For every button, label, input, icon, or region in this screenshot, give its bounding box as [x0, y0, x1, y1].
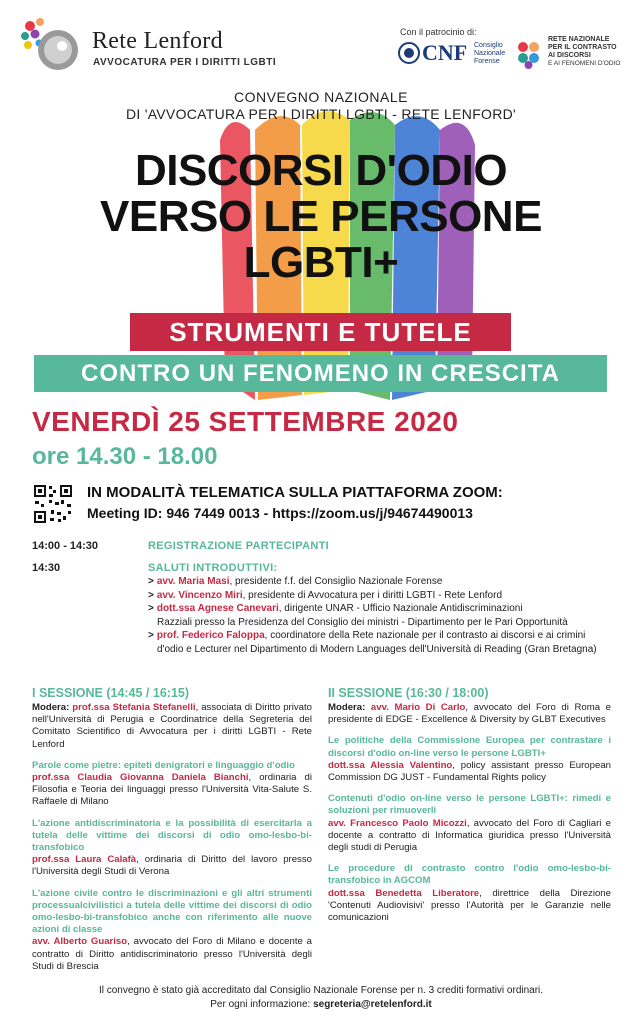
speaker-name: dott.ssa Agnese Canevari [156, 603, 279, 614]
event-time: ore 14.30 - 18.00 [32, 443, 218, 470]
meeting-id-link[interactable]: Meeting ID: 946 7449 0013 - https://zoom.us/j/94674490013 [87, 505, 473, 521]
logo-subtitle: AVVOCATURA PER I DIRITTI LGBTI [93, 57, 277, 68]
convegno-subheading: DI 'AVVOCATURA PER I DIRITTI LGBTI - RETE LENFORD' [125, 106, 517, 122]
cnf-line2: Nazionale [474, 50, 506, 57]
speaker-item: > avv. Maria Masi, presidente f.f. del Consiglio Nazionale Forense [148, 576, 443, 587]
convegno-heading: CONVEGNO NAZIONALE [234, 89, 408, 105]
rete-line3: AI DISCORSI [548, 52, 591, 59]
talk-desc: , policy assistant presso European Commission DG JUST - Fundamental Rights policy [328, 759, 611, 784]
speaker-name: avv. Maria Masi [156, 576, 230, 587]
talk-speaker: dott.ssa Alessia Valentino [328, 759, 453, 771]
session1-moderator [32, 702, 312, 751]
session2-content [328, 702, 611, 933]
cnf-logo [398, 40, 516, 66]
session1-talk [32, 888, 312, 973]
mod-label: Modera: [328, 702, 366, 713]
speaker-desc: , presidente f.f. del Consiglio Nazionale Forense [229, 576, 443, 587]
speaker-desc-cont: Razziali presso la Presidenza del Consiglio dei ministri - Dipartimento per le Pari Opportunità [157, 616, 568, 628]
talk-speaker: avv. Alberto Guariso [32, 936, 128, 948]
talk-speaker: prof.ssa Claudia Giovanna Daniela Bianchi [32, 772, 249, 784]
session2-talk [328, 793, 611, 854]
mod-name: prof.ssa Stefania Stefanelli [72, 702, 196, 713]
info-line [0, 999, 642, 1010]
session2-talk [328, 735, 611, 784]
speaker-desc: , dirigente UNAR - Ufficio Nazionale Antidiscriminazioni [278, 603, 523, 614]
mod-desc: , associata di Diritto privato nell'Università di Perugia e Coordinatrice della Segreteria del Comitato Scientifico di Avvocatura per i diritti LGBTI - Rete Lenford [32, 702, 313, 750]
rete-line4: E AI FENOMENI D'ODIO [548, 60, 621, 67]
rete-line2: PER IL CONTRASTO [548, 44, 617, 51]
main-title-line3: LGBTI+ [243, 238, 399, 287]
session1-title: I SESSIONE (14:45 / 16:15) [32, 686, 190, 700]
speaker-desc: , coordinatore della Rete nazionale per il contrasto ai discorsi e ai crimini [264, 630, 586, 641]
talk-desc: , ordinaria di Diritto del lavoro presso l'Università degli Studi di Verona [32, 854, 312, 878]
rete-line1: RETE NAZIONALE [548, 36, 610, 43]
mod-label: Modera: [32, 702, 70, 713]
talk-desc: , ordinaria di Filosofia e Teoria dei linguaggi presso l'Università Vita-Salute S. Raffaele di Milano [32, 772, 312, 808]
talk-title: Contenuti d'odio on-line verso le persone LGBTI+: rimedi e soluzioni per rimuoverli [328, 793, 611, 817]
session1-talk [32, 818, 312, 879]
banner-fenomeno: CONTRO UN FENOMENO IN CRESCITA [34, 355, 607, 392]
rete-lenford-logo-icon [18, 16, 82, 74]
session2-talk [328, 863, 611, 924]
talk-desc: , direttrice della Direzione 'Contenuti Audiovisivi' presso l'Autorità per le Garanzie nelle comunicazioni [328, 887, 611, 924]
event-date: VENERDÌ 25 SETTEMBRE 2020 [32, 406, 459, 437]
speaker-item: > avv. Vincenzo Miri, presidente di Avvocatura per i diritti LGBTI - Rete Lenford [148, 589, 503, 601]
session2-title: II SESSIONE (16:30 / 18:00) [328, 686, 489, 700]
qr-code-icon[interactable] [33, 484, 73, 524]
mod-desc: , avvocato del Foro di Roma e presidente di EDGE - Excellence & Diversity by GLBT Executives [328, 702, 611, 726]
accreditation-note: Il convegno è stato già accreditato dal Consiglio Nazionale Forense per n. 3 crediti formativi ordinari. [98, 985, 544, 996]
zoom-platform-line: IN MODALITÀ TELEMATICA SULLA PIATTAFORMA ZOOM: [87, 484, 503, 501]
speaker-item: > prof. Federico Faloppa, coordinatore della Rete nazionale per il contrasto ai discorsi e ai crimini [148, 630, 586, 641]
talk-speaker: prof.ssa Laura Calafà [32, 854, 137, 866]
intro-time: 14:30 [32, 562, 61, 574]
talk-title: Parole come pietre: epiteti denigratori e linguaggio d'odio [32, 759, 295, 771]
speaker-name: prof. Federico Faloppa [156, 630, 265, 641]
main-title-line2: VERSO LE PERSONE [100, 192, 542, 241]
mod-name: avv. Mario Di Carlo [370, 702, 466, 713]
talk-title: L'azione civile contro le discriminazioni e gli altri strumenti processualcivilistici a tutela delle vittime dei discorsi di odio omo-lesbo-bi-transfobico anche con riferimento alle nuove azioni di classe [32, 887, 312, 936]
registration-time: 14:00 - 14:30 [32, 540, 99, 552]
session2-moderator [328, 702, 611, 726]
talk-speaker: avv. Francesco Paolo Micozzi [328, 817, 467, 829]
email-link[interactable]: segreteria@retelenford.it [313, 999, 432, 1010]
cnf-emblem-icon [398, 40, 420, 66]
session1-talk [32, 760, 312, 809]
registration-title: REGISTRAZIONE PARTECIPANTI [148, 540, 329, 552]
talk-title: L'azione antidiscriminatoria e la possibilità di esercitarla a tutela delle vittime dei discorsi di odio omo-lesbo-bi-transfobico [32, 817, 312, 854]
logo-title: Rete Lenford [92, 28, 223, 54]
speaker-item: > dott.ssa Agnese Canevari, dirigente UNAR - Ufficio Nazionale Antidiscriminazioni [148, 603, 523, 614]
talk-title: Le procedure di contrasto contro l'odio omo-lesbo-bi-transfobico in AGCOM [328, 863, 611, 887]
intro-title: SALUTI INTRODUTTIVI: [148, 562, 278, 574]
cnf-line3: Forense [474, 58, 500, 65]
rete-nazionale-logo-icon [516, 40, 544, 70]
speaker-desc: , presidente di Avvocatura per i diritti LGBTI - Rete Lenford [242, 589, 503, 601]
speaker-name: avv. Vincenzo Miri [156, 589, 243, 601]
talk-desc: , avvocato del Foro di Milano e docente a contratto di Diritto antidiscriminatorio presso l'Università degli Studi di Brescia [32, 936, 312, 972]
patrocinio-label: Con il patrocinio di: [400, 27, 477, 37]
intro-speakers-list [148, 575, 628, 656]
banner-strumenti: STRUMENTI E TUTELE [130, 313, 511, 351]
talk-speaker: dott.ssa Benedetta Liberatore [328, 887, 480, 899]
cnf-line1: Consiglio [474, 42, 503, 49]
talk-desc: , avvocato del Foro di Cagliari e docente a contratto di Informatica giuridica presso l'Università degli studi di Perugia [328, 817, 611, 854]
main-title-line1: DISCORSI D'ODIO [134, 146, 508, 195]
rete-nazionale-text [548, 36, 640, 68]
cnf-abbr: CNF [422, 40, 468, 65]
session1-content [32, 702, 312, 982]
talk-title: Le politiche della Commissione Europea per contrastare i discorsi d'odio on-line verso le persone LGBTI+ [328, 735, 611, 759]
info-prefix: Per ogni informazione: [210, 999, 314, 1010]
speaker-desc-cont: d'odio e Lecturer nel Dipartimento di Modern Languages dell'Università di Reading (Gran Bretagna) [157, 643, 597, 655]
